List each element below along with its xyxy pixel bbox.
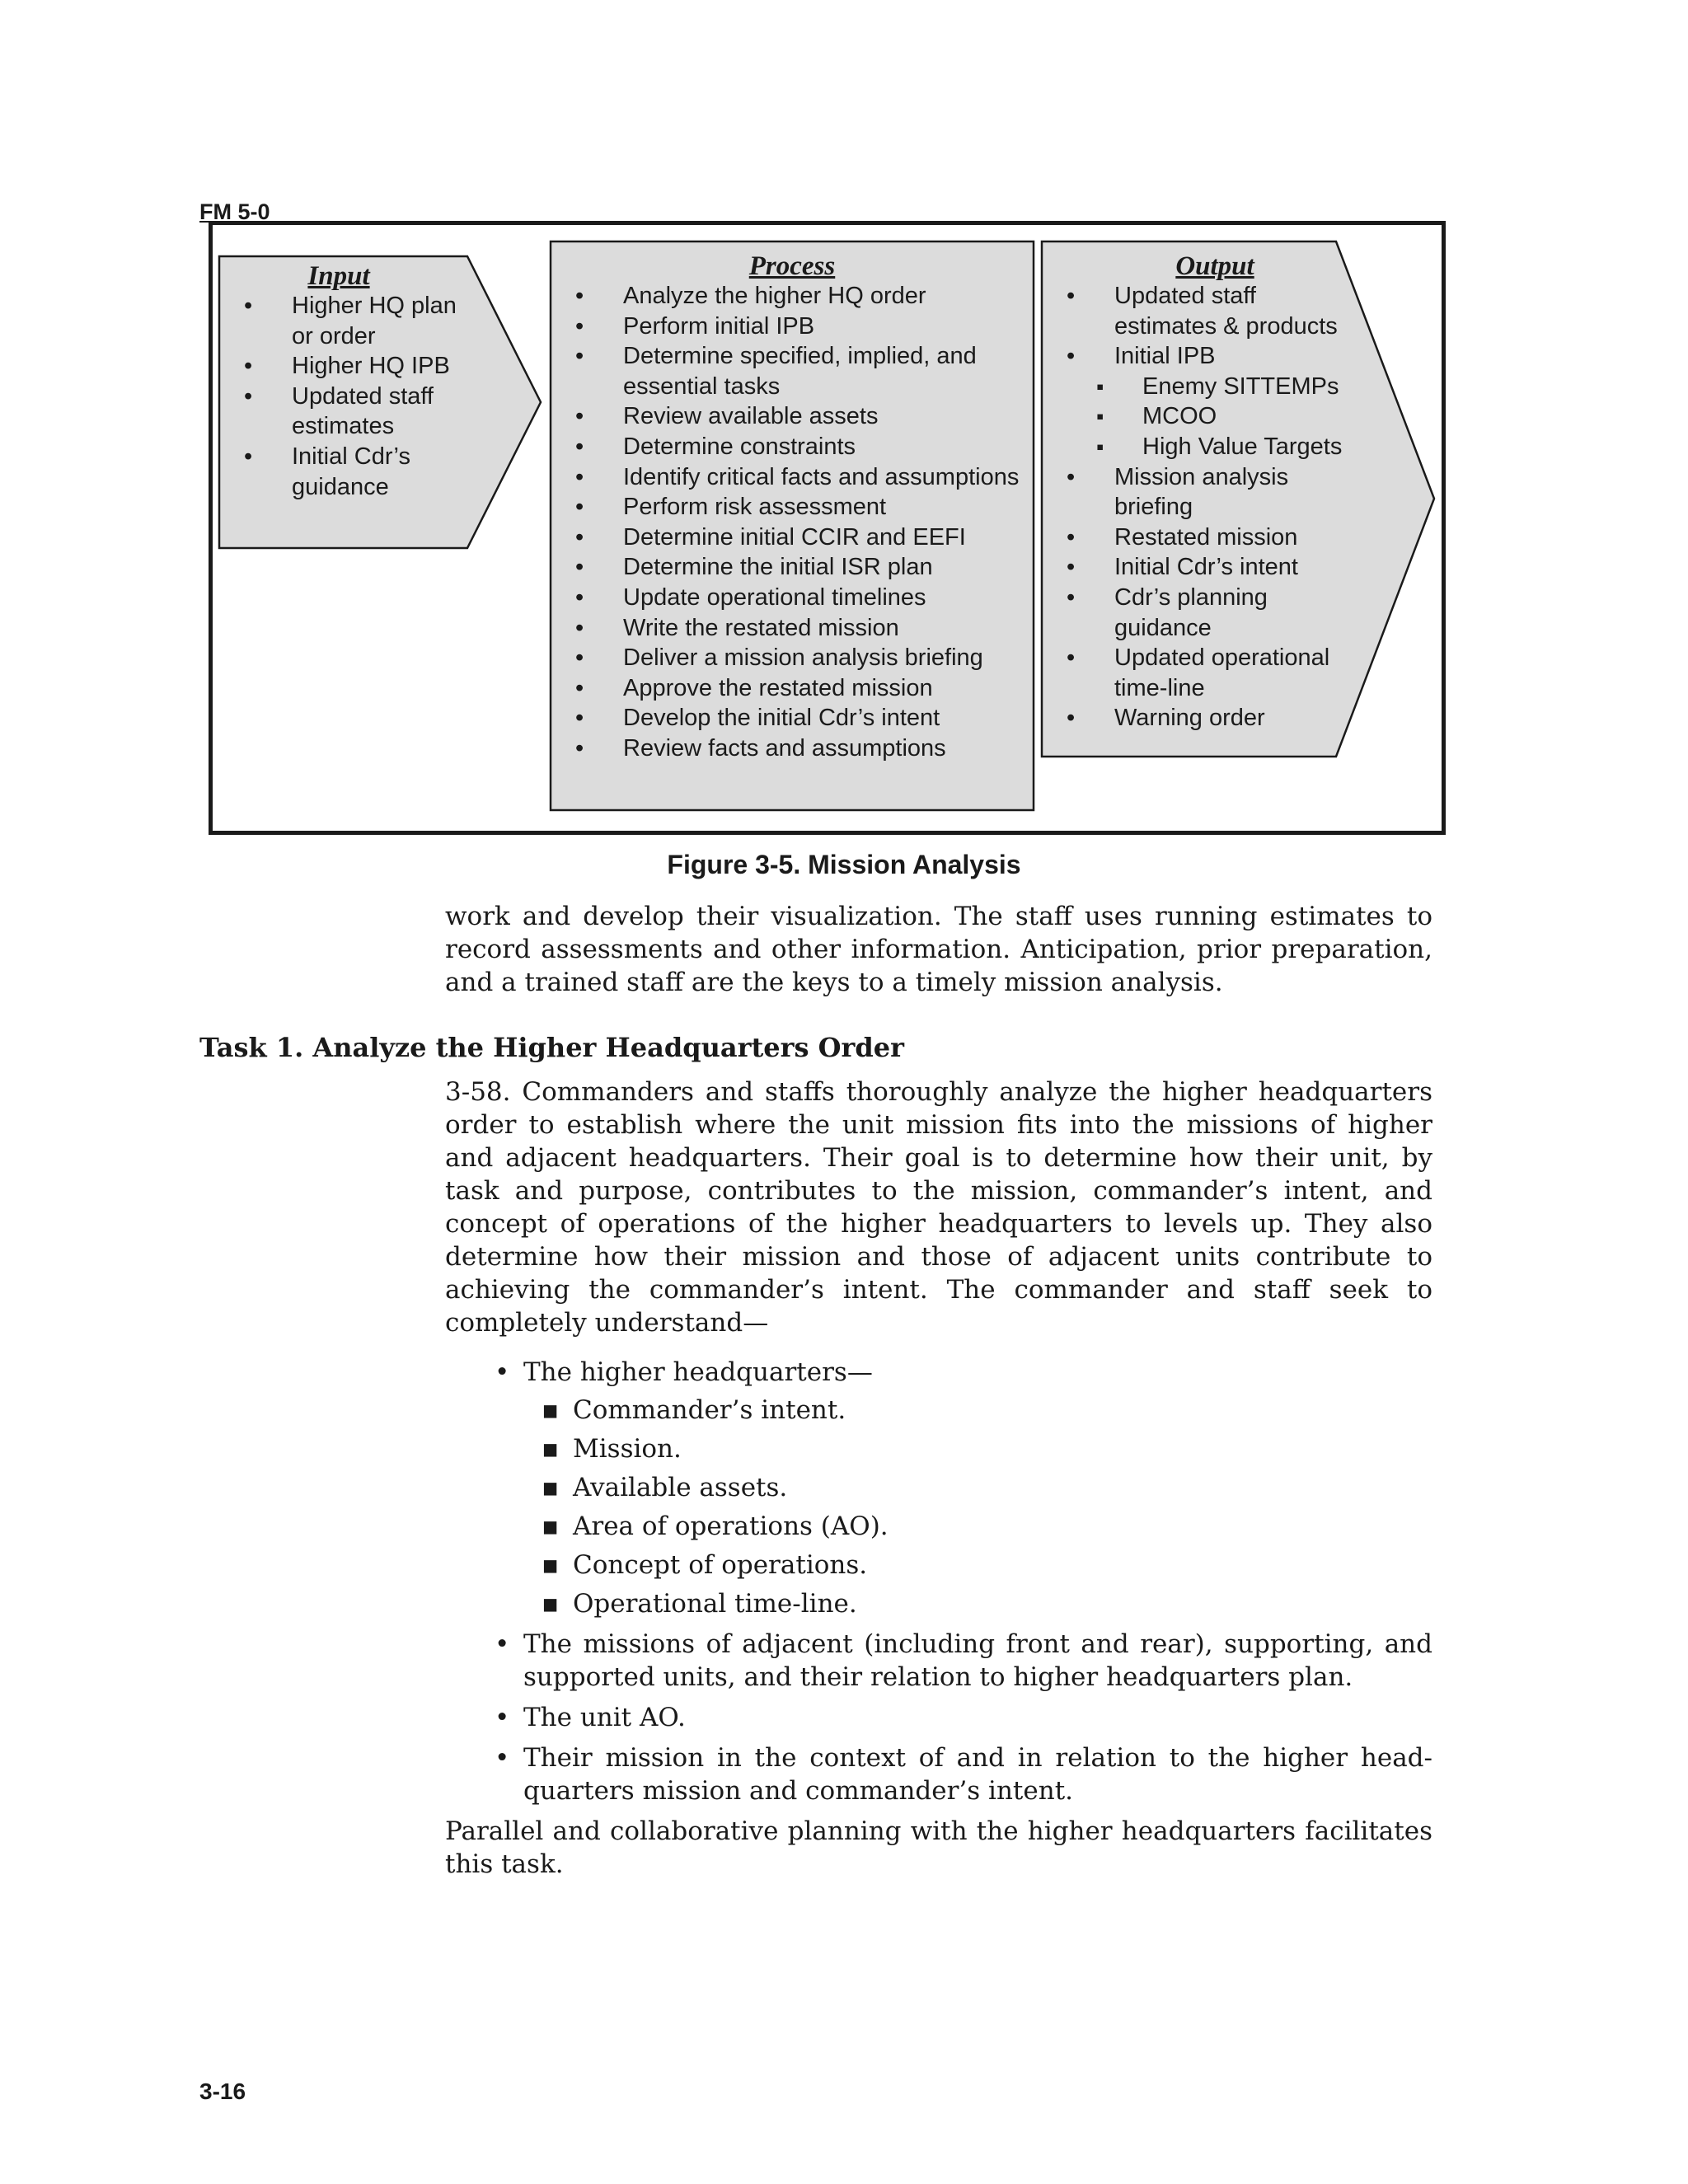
list-item: • Updated staff estimates (219, 382, 467, 442)
figure-caption: Figure 3-5. Mission Analysis (667, 850, 1021, 879)
sub-list (523, 1394, 1432, 1620)
list-item: • Mission analysis briefing (1042, 462, 1355, 523)
list-item: • Their mission in the context of and in relation to the higher head-quarters mission and commander’s intent. (490, 1741, 1432, 1807)
list-item: • Higher HQ plan or order (219, 291, 467, 351)
closing-paragraph: Parallel and collaborative planning with the higher headquarters facilitates this task. (445, 1816, 1432, 1879)
running-header: FM 5-0 (199, 199, 270, 224)
list-item: • Write the restated mission (551, 613, 1034, 644)
figure-frame (209, 221, 1446, 835)
list-item: • Approve the restated mission (551, 673, 1034, 704)
list-item: • Initial IPB (1042, 341, 1355, 372)
list-item: • Analyze the higher HQ order (551, 281, 1034, 312)
list-item-text: The higher headquarters— (523, 1357, 873, 1387)
list-item: • Identify critical facts and assumptions (551, 462, 1034, 493)
list-item: • The unit AO. (490, 1701, 1432, 1734)
list-item: • Perform initial IPB (551, 312, 1034, 342)
list-item: • Initial Cdr’s guidance (219, 442, 467, 502)
list-item: • Determine the initial ISR plan (551, 552, 1034, 583)
list-subitem: ▪ High Value Targets (1042, 432, 1355, 462)
list-subitem: ▪ Enemy SITTEMPs (1042, 372, 1355, 402)
page-number: 3-16 (199, 2079, 246, 2104)
process-title: Process (748, 251, 836, 281)
list-item: • Restated mission (1042, 523, 1355, 553)
section-heading: Task 1. Analyze the Higher Headquarters Order (199, 1032, 904, 1063)
list-item: • Determine initial CCIR and EEFI (551, 523, 1034, 553)
output-list (1042, 281, 1355, 733)
list-subitem: ▪ Available assets. (523, 1471, 1432, 1504)
list-item: • Review available assets (551, 401, 1034, 432)
list-item: • Initial Cdr’s intent (1042, 552, 1355, 583)
list-subitem: ▪ Operational time-line. (523, 1587, 1432, 1620)
paragraph-3-58: 3-58. Commanders and staffs thoroughly analyze the higher headquarters order to establish where the unit mission fits into the missions of higher and adjacent headquarters. Their goal is to determine how their unit, by task and purpose, contributes to the mission, commander’s intent, and concept of operations of the higher headquarters to levels up. They also determine how their mission and those of adjacent units contribute to achieving the commander’s intent. The commander and staff seek to completely understand— (445, 1077, 1432, 1338)
list-item: • Cdr’s planning guidance (1042, 583, 1355, 643)
input-list (219, 291, 467, 502)
process-list (551, 281, 1034, 764)
list-item: • Determine constraints (551, 432, 1034, 462)
list-item: • Deliver a mission analysis briefing (551, 643, 1034, 673)
list-item: • Determine specified, implied, and essential tasks (551, 341, 1034, 401)
list-subitem: ▪ Area of operations (AO). (523, 1510, 1432, 1543)
list-item: • Perform risk assessment (551, 492, 1034, 523)
list-item: • Higher HQ IPB (219, 351, 467, 382)
list-subitem: ▪ Commander’s intent. (523, 1394, 1432, 1427)
list-item: • Develop the initial Cdr’s intent (551, 703, 1034, 733)
list-item (490, 1356, 1432, 1620)
output-title: Output (1175, 251, 1254, 281)
list-subitem: ▪ Mission. (523, 1432, 1432, 1465)
list-item: • Updated staff estimates & products (1042, 281, 1355, 341)
input-title: Input (307, 261, 370, 291)
list-item: • Update operational timelines (551, 583, 1034, 613)
intro-paragraph: work and develop their visualization. The staff uses running estimates to record assessments and other information. Anticipation, prior preparation, and a trained staff are the keys to a timely mission analysis. (445, 902, 1432, 997)
list-item: • Warning order (1042, 703, 1355, 733)
list-item: • Review facts and assumptions (551, 733, 1034, 764)
list-item: • The missions of adjacent (including front and rear), supporting, and supported units, and their relation to higher headquarters plan. (490, 1628, 1432, 1694)
list-subitem: ▪ MCOO (1042, 401, 1355, 432)
list-subitem: ▪ Concept of operations. (523, 1549, 1432, 1582)
list-item: • Updated operational time-line (1042, 643, 1355, 703)
understand-list (490, 1356, 1432, 1815)
